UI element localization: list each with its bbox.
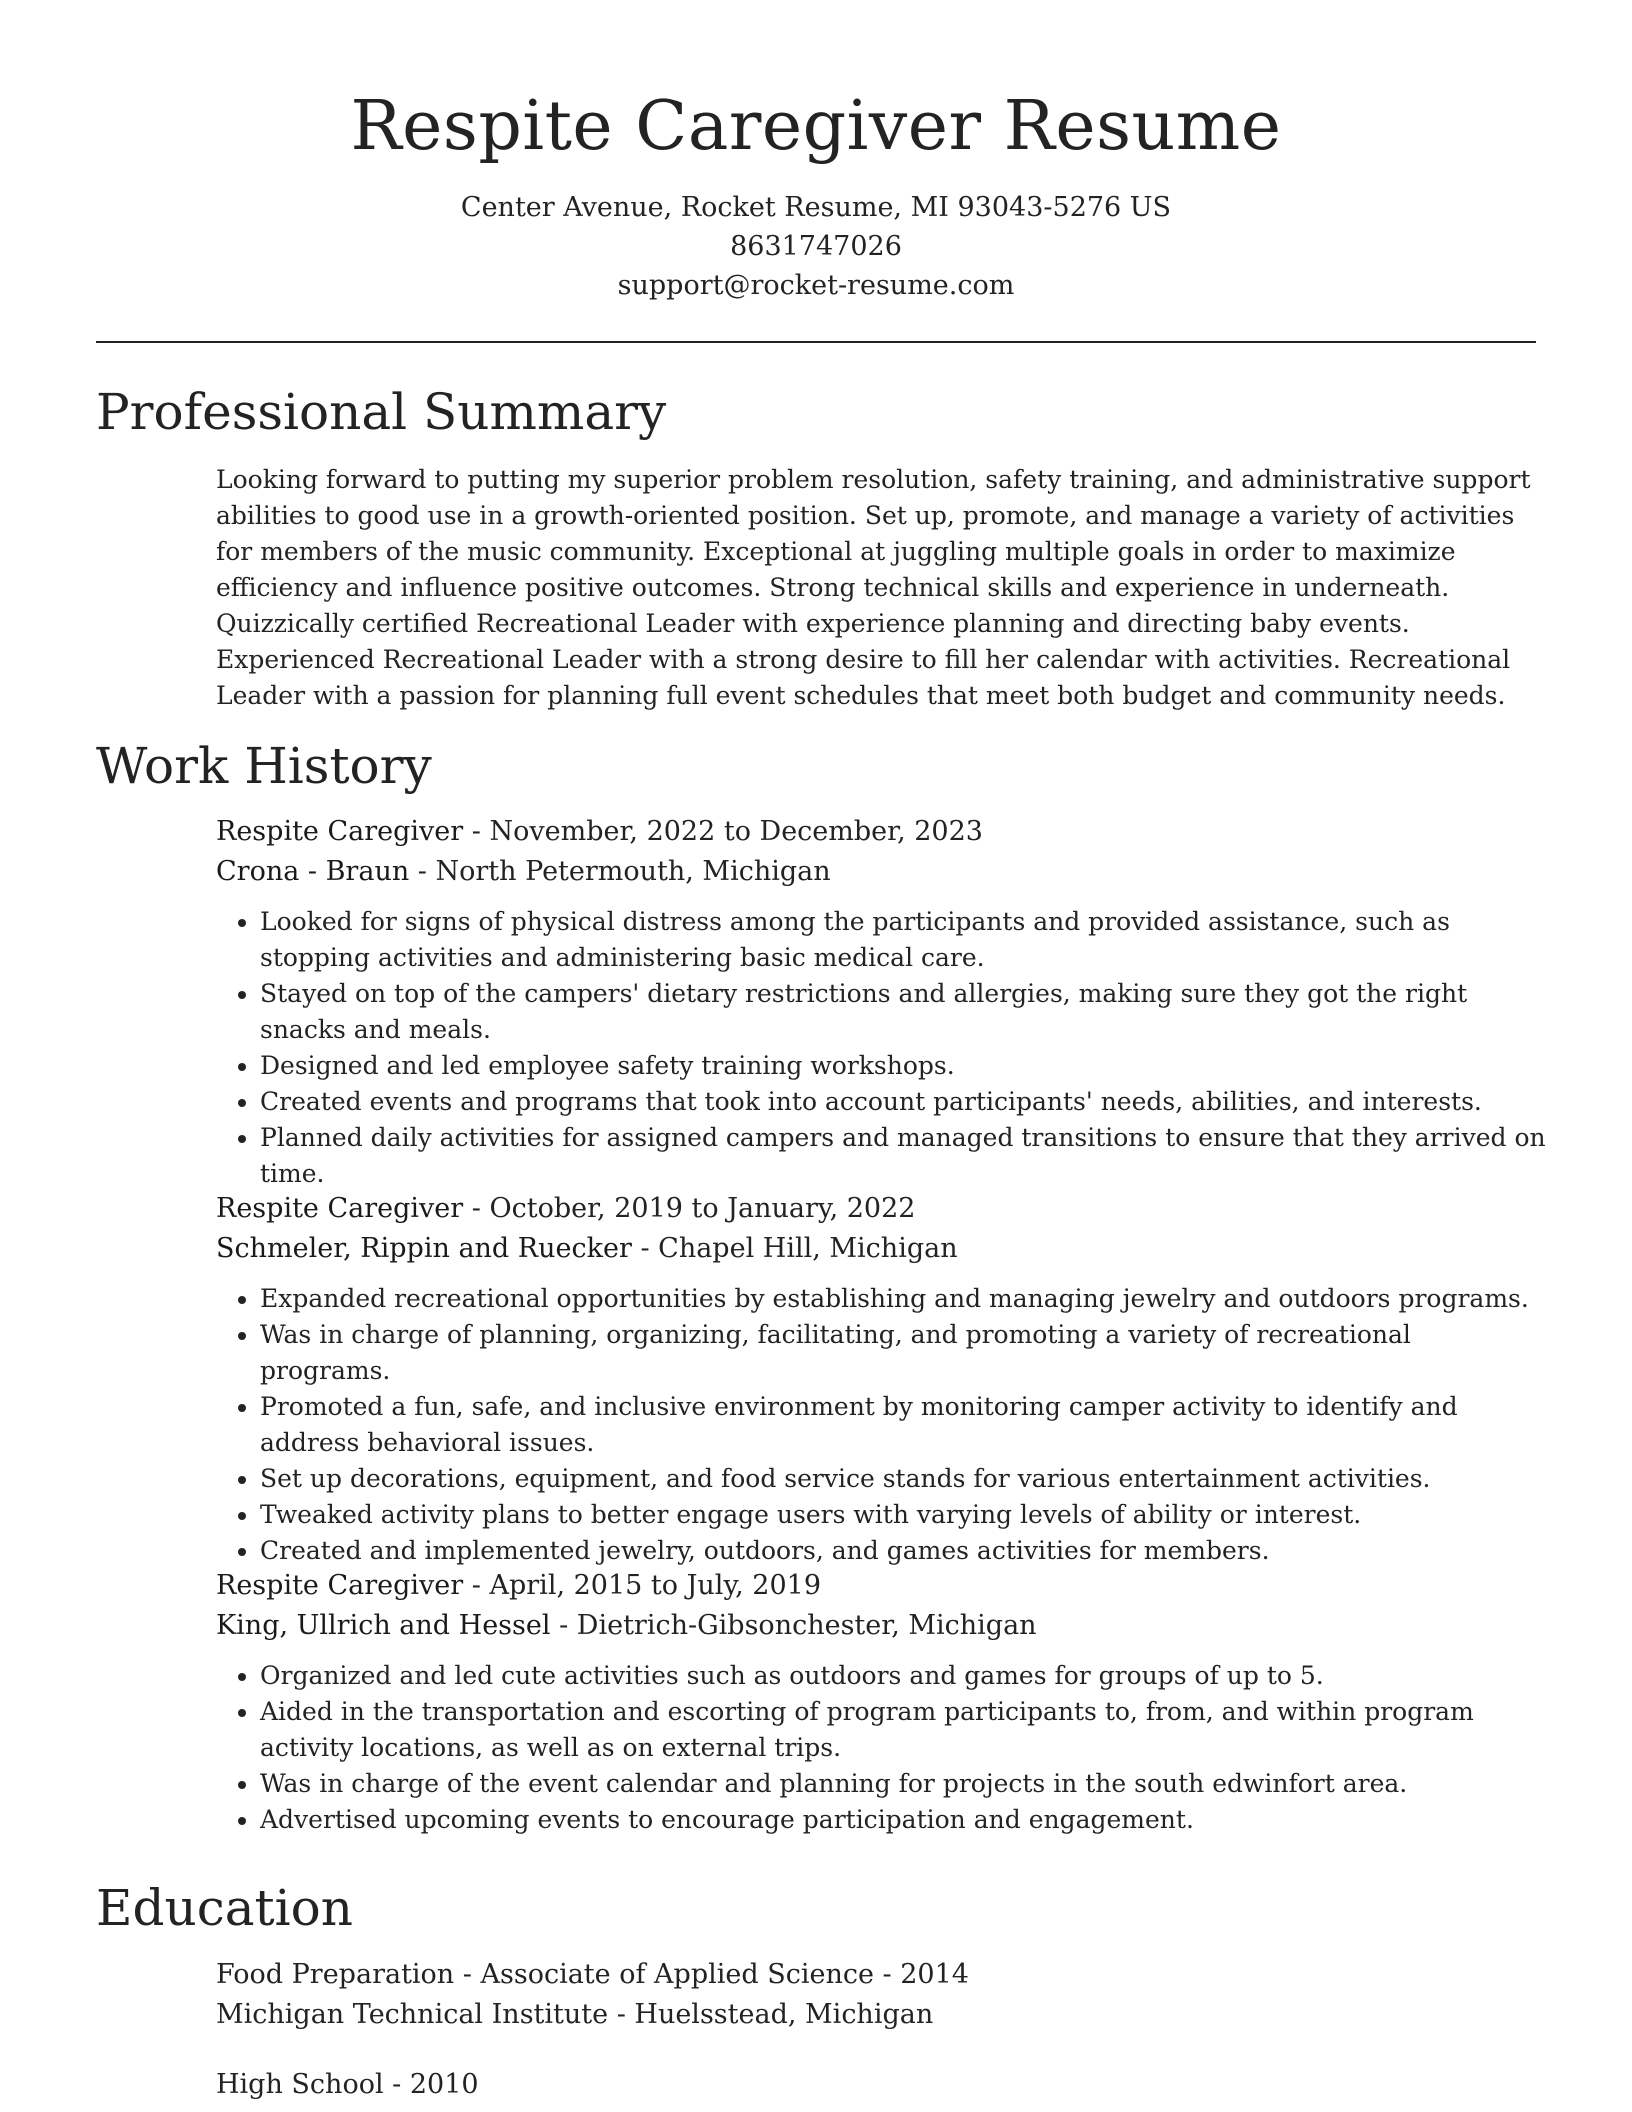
job-bullets	[216, 904, 1546, 1192]
job-company: King, Ullrich and Hessel	[216, 1610, 551, 1641]
job-dates: - November, 2022 to December, 2023	[463, 816, 983, 847]
list-item: • Created and implemented jewelry, outdoors, and games activities for members.	[260, 1533, 1546, 1569]
job-entry	[216, 812, 1546, 1192]
list-item: • Stayed on top of the campers' dietary restrictions and allergies, making sure they got the right snacks and meals.	[260, 976, 1546, 1048]
list-item: • Aided in the transportation and escorting of program participants to, from, and within program activity locations, as well as on external trips.	[260, 1694, 1546, 1766]
education-school: Michigan Technical Institute	[216, 1999, 609, 2030]
job-company-line	[216, 1229, 1546, 1269]
job-company: Schmeler, Rippin and Ruecker	[216, 1233, 632, 1264]
job-company: Crona - Braun	[216, 856, 410, 887]
list-item: • Was in charge of planning, organizing, facilitating, and promoting a variety of recreational programs.	[260, 1317, 1546, 1389]
list-item: • Set up decorations, equipment, and food service stands for various entertainment activities.	[260, 1461, 1546, 1497]
list-item: • Tweaked activity plans to better engage users with varying levels of ability or interest.	[260, 1497, 1546, 1533]
job-title: Respite Caregiver	[216, 816, 464, 847]
job-entry	[216, 1189, 1546, 1569]
job-company-line	[216, 852, 1546, 892]
list-item: • Looked for signs of physical distress among the participants and provided assistance, such as stopping activities and administering basic medical care.	[260, 904, 1546, 976]
summary-heading: Professional Summary	[96, 383, 667, 441]
list-item: • Was in charge of the event calendar and planning for projects in the south edwinfort area.	[260, 1766, 1546, 1802]
list-item: • Created events and programs that took into account participants' needs, abilities, and interests.	[260, 1084, 1546, 1120]
list-item: • Organized and led cute activities such as outdoors and games for groups of up to 5.	[260, 1658, 1546, 1694]
education-degree-line: Food Preparation - Associate of Applied Science - 2014	[216, 1959, 969, 1990]
summary-text: Looking forward to putting my superior problem resolution, safety training, and administrative support abilities to good use in a growth-oriented position. Set up, promote, and manage a variety of activities for members of the music community. Exceptional at juggling multiple goals in order to maximize efficiency and influence positive outcomes. Strong technical skills and experience in underneath. Quizzically certified Recreational Leader with experience planning and directing baby events. Experienced Recreational Leader with a strong desire to fill her calendar with activities. Recreational Leader with a passion for planning full event schedules that meet both budget and community needs.	[216, 465, 1531, 710]
resume-header	[0, 0, 1632, 305]
list-item: • Planned daily activities for assigned campers and managed transitions to ensure that they arrived on time.	[260, 1120, 1546, 1192]
education-degree-line: High School - 2010	[216, 2069, 479, 2100]
education-school-line	[216, 1995, 1536, 2035]
contact-block	[0, 188, 1632, 305]
job-dates: - October, 2019 to January, 2022	[463, 1193, 916, 1224]
list-item: • Designed and led employee safety training workshops.	[260, 1048, 1546, 1084]
work-history-heading: Work History	[96, 737, 432, 795]
list-item: • Advertised upcoming events to encourage participation and engagement.	[260, 1802, 1546, 1838]
education-entry	[216, 2065, 1536, 2105]
education-location: - Huelsstead, Michigan	[608, 1999, 934, 2030]
header-divider	[96, 341, 1536, 343]
job-title-line	[216, 1189, 1546, 1229]
education-entry	[216, 1955, 1536, 2035]
job-title: Respite Caregiver	[216, 1193, 464, 1224]
job-location: - Chapel Hill, Michigan	[631, 1233, 958, 1264]
contact-email: support@rocket-resume.com	[617, 270, 1015, 301]
contact-address: Center Avenue, Rocket Resume, MI 93043-5276 US	[460, 192, 1172, 223]
job-entry	[216, 1566, 1546, 1838]
list-item: • Promoted a fun, safe, and inclusive environment by monitoring camper activity to identify and address behavioral issues.	[260, 1389, 1546, 1461]
education-heading: Education	[96, 1879, 353, 1937]
resume-title: Respite Caregiver Resume	[350, 87, 1282, 166]
job-location: - Dietrich-Gibsonchester, Michigan	[550, 1610, 1037, 1641]
job-company-line	[216, 1606, 1546, 1646]
job-title-line	[216, 1566, 1546, 1606]
job-title: Respite Caregiver	[216, 1570, 464, 1601]
job-dates: - April, 2015 to July, 2019	[463, 1570, 821, 1601]
contact-phone: 8631747026	[730, 231, 902, 262]
job-location: - North Petermouth, Michigan	[409, 856, 831, 887]
job-bullets	[216, 1658, 1546, 1838]
job-title-line	[216, 812, 1546, 852]
job-bullets	[216, 1281, 1546, 1569]
list-item: • Expanded recreational opportunities by establishing and managing jewelry and outdoors programs.	[260, 1281, 1546, 1317]
